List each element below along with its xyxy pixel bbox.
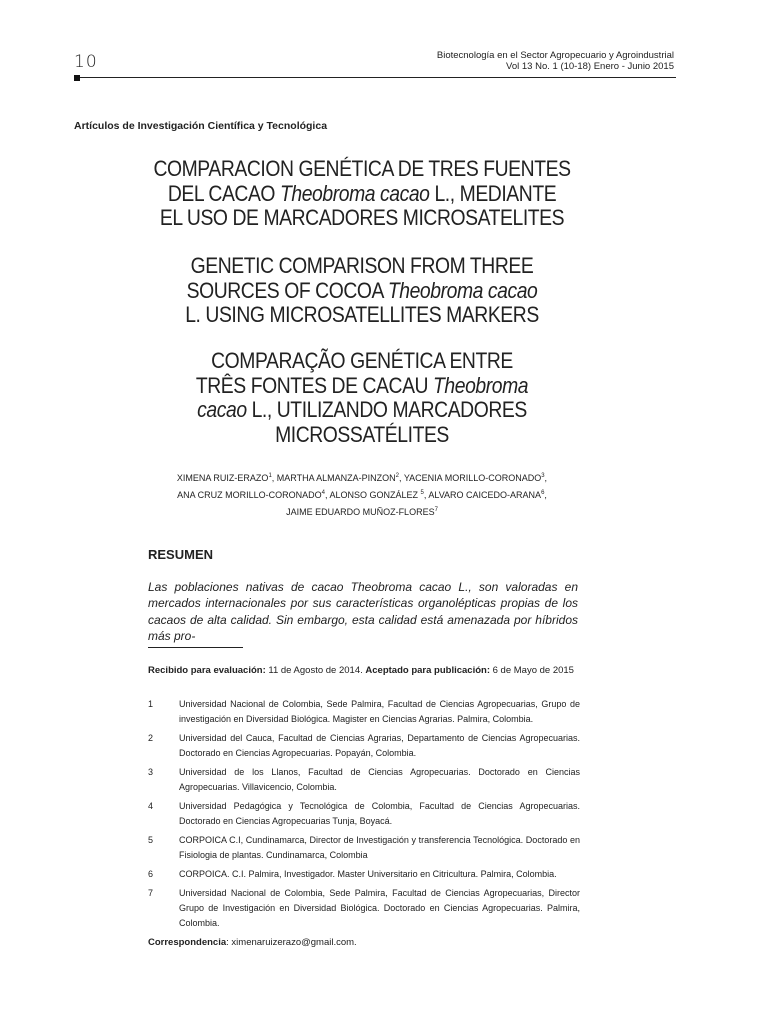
page-number: 10: [74, 52, 98, 72]
title-pt-line: MICROSSATÉLITES: [275, 421, 449, 447]
title-english: [51, 254, 674, 328]
title-pt-line: COMPARAÇÃO GENÉTICA ENTRE: [211, 348, 513, 373]
affiliation-item: [148, 867, 580, 882]
affiliation-item: [148, 731, 580, 761]
title-portuguese: [51, 349, 674, 447]
affiliation-text: Universidad Nacional de Colombia, Sede Palmira, Facultad de Ciencias Agropecuarias, Director Grupo de Investigación en Diversidad Biológica. Doctorado en Ciencias Agropecuarias. Palmira, Colombia.: [179, 888, 580, 928]
affiliation-text: Universidad Nacional de Colombia, Sede Palmira, Facultad de Ciencias Agropecuarias, Grupo de investigación en Diversidad Biológica. Magister en Ciencias Agrarias. Palmira, Colombia.: [179, 699, 580, 724]
title-en-line: GENETIC COMPARISON FROM THREE: [190, 253, 534, 278]
author-list: XIMENA RUIZ-ERAZO$^1$, MARTHA ALMANZA-PINZON$^2$, YACENIA MORILLO-CORONADO$^3$, ANA CRUZ MORILLO-CORONADO$^4$, ALONSO GONZÁLEZ $^5$, ALVARO CAICEDO-ARANA$^6$, JAIME EDUARDO MUÑOZ-FLORES$^7$: [176, 473, 548, 517]
title-es-line: COMPARACION GENÉTICA DE TRES FUENTES: [153, 156, 571, 181]
affiliation-number: 5: [148, 835, 154, 845]
received-dates: Recibido para evaluación: 11 de Agosto de 2014. Aceptado para publicación: 6 de Mayo de 2015: [148, 665, 574, 676]
affiliation-item: [148, 799, 580, 829]
title-es-line: DEL CACAO Theobroma cacao L., MEDIANTE: [167, 180, 557, 206]
title-pt-line: TRÊS FONTES DE CACAU Theobroma: [195, 372, 529, 398]
journal-header: [437, 50, 674, 72]
affiliation-number: 6: [148, 869, 154, 879]
title-es-line: EL USO DE MARCADORES MICROSATELITES: [159, 205, 565, 230]
correspondence-email: : ximenaruizerazo@gmail.com.: [226, 937, 357, 948]
affiliation-text: Universidad de los Llanos, Facultad de Ciencias Agropecuarias. Doctorado en Ciencias Agropecuarias. Villavicencio, Colombia.: [179, 767, 580, 792]
title-en-line: SOURCES OF COCOA Theobroma cacao: [186, 277, 538, 303]
affiliation-number: 4: [148, 801, 154, 811]
abstract-heading: RESUMEN: [148, 547, 214, 562]
header-rule: [74, 77, 676, 78]
abstract-text: Las poblaciones nativas de cacao Theobroma cacao L., son valoradas en mercados internacionales por sus características organolépticas propias de los cacaos de alta calidad. Sin embargo, esta calidad está amenazada por híbridos más pro-: [148, 580, 578, 643]
author-name: ALONSO GONZÁLEZ: [329, 490, 418, 500]
affiliation-item: [148, 886, 580, 931]
affiliation-text: CORPOICA. C.I. Palmira, Investigador. Master Universitario en Citricultura. Palmira, Colombia.: [179, 869, 557, 879]
affiliation-item: [148, 765, 580, 795]
title-spanish: [51, 157, 674, 231]
author-name: JAIME EDUARDO MUÑOZ-FLORES: [286, 507, 435, 517]
affiliation-number: 2: [148, 733, 154, 743]
affiliation-item: [148, 697, 580, 727]
affiliation-number: 1: [148, 699, 154, 709]
title-pt-line: cacao L., UTILIZANDO MARCADORES: [197, 397, 527, 422]
header-rule-marker: [74, 75, 80, 81]
affiliation-notes: [148, 697, 580, 935]
affiliation-item: [148, 833, 580, 863]
journal-title: Biotecnología en el Sector Agropecuario y Agroindustrial: [436, 50, 674, 61]
section-label: Artículos de Investigación Científica y Tecnológica: [74, 120, 328, 132]
author-name: YACENIA MORILLO-CORONADO: [403, 473, 542, 483]
title-en-line: L. USING MICROSATELLITES MARKERS: [185, 302, 539, 327]
author-name: XIMENA RUIZ-ERAZO: [176, 473, 269, 483]
correspondence: Correspondencia: ximenaruizerazo@gmail.com.: [148, 937, 357, 948]
journal-volume: Vol 13 No. 1 (10-18) Enero - Junio 2015: [506, 61, 674, 72]
affiliation-number: 7: [148, 888, 154, 898]
affiliation-text: Universidad del Cauca, Facultad de Ciencias Agrarias, Departamento de Ciencias Agropecuarias. Doctorado en Ciencias Agropecuarias. Popayán, Colombia.: [179, 733, 580, 758]
author-name: ALVARO CAICEDO-ARANA: [428, 490, 542, 500]
author-name: ANA CRUZ MORILLO-CORONADO: [177, 490, 322, 500]
affiliation-text: CORPOICA C.I, Cundinamarca, Director de Investigación y transferencia Tecnológica. Doctorado en Fisiologia de plantas. Cundinamarca, Colombia: [179, 835, 580, 860]
affiliation-text: Universidad Pedagógica y Tecnológica de Colombia, Facultad de Ciencias Agropecuarias. Doctorado en Ciencias Agropecuarias Tunja, Boyacá.: [179, 801, 580, 826]
author-name: MARTHA ALMANZA-PINZON: [276, 473, 396, 483]
affiliation-number: 3: [148, 767, 154, 777]
footnote-rule: [148, 647, 243, 648]
